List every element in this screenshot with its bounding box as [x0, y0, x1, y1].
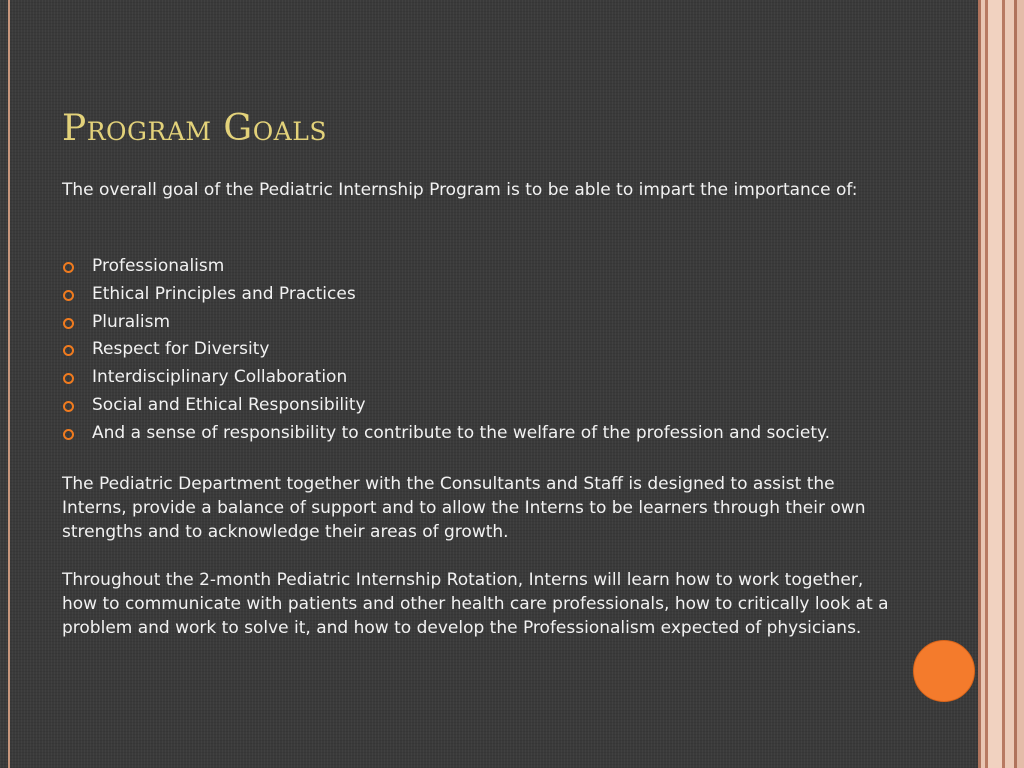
- goal-label: And a sense of responsibility to contribute to the welfare of the profession and society.: [92, 422, 831, 443]
- bullet-icon: [63, 401, 74, 412]
- goal-label: Professionalism: [92, 256, 225, 276]
- bullet-icon: [63, 373, 74, 384]
- bullet-icon: [63, 345, 74, 356]
- list-item: [62, 336, 902, 364]
- list-item: [62, 420, 902, 448]
- list-item: [62, 364, 902, 392]
- goal-label: Pluralism: [92, 311, 171, 332]
- bullet-icon: [63, 262, 74, 273]
- goal-label: Social and Ethical Responsibility: [92, 394, 366, 415]
- list-item: [62, 253, 902, 281]
- slide-title: Program Goals: [62, 108, 327, 149]
- orange-circle-icon: [913, 640, 975, 702]
- bullet-icon: [63, 290, 74, 301]
- goal-label: Ethical Principles and Practices: [92, 283, 356, 304]
- list-item: [62, 392, 902, 420]
- support-paragraph: The Pediatric Department together with the Consultants and Staff is designed to assist the Interns, provide a balance of support and to allow the Interns to be learners through their own strengths and to acknowledge their areas of growth.: [62, 474, 866, 542]
- bullet-icon: [63, 429, 74, 440]
- right-decorative-stripes: [978, 0, 1024, 768]
- list-item: [62, 281, 902, 309]
- rotation-paragraph: Throughout the 2-month Pediatric Internship Rotation, Interns will learn how to work together, how to communicate with patients and other health care professionals, how to critically look at a problem and work to solve it, and how to develop the Professionalism expected of physicians.: [62, 570, 889, 638]
- goals-list: [62, 253, 902, 448]
- list-item: [62, 309, 902, 337]
- left-accent-line: [8, 0, 10, 768]
- bullet-icon: [63, 318, 74, 329]
- goal-label: Interdisciplinary Collaboration: [92, 367, 348, 388]
- goal-label: Respect for Diversity: [92, 339, 270, 360]
- intro-text: The overall goal of the Pediatric Internship Program is to be able to impart the importance of:: [62, 180, 858, 200]
